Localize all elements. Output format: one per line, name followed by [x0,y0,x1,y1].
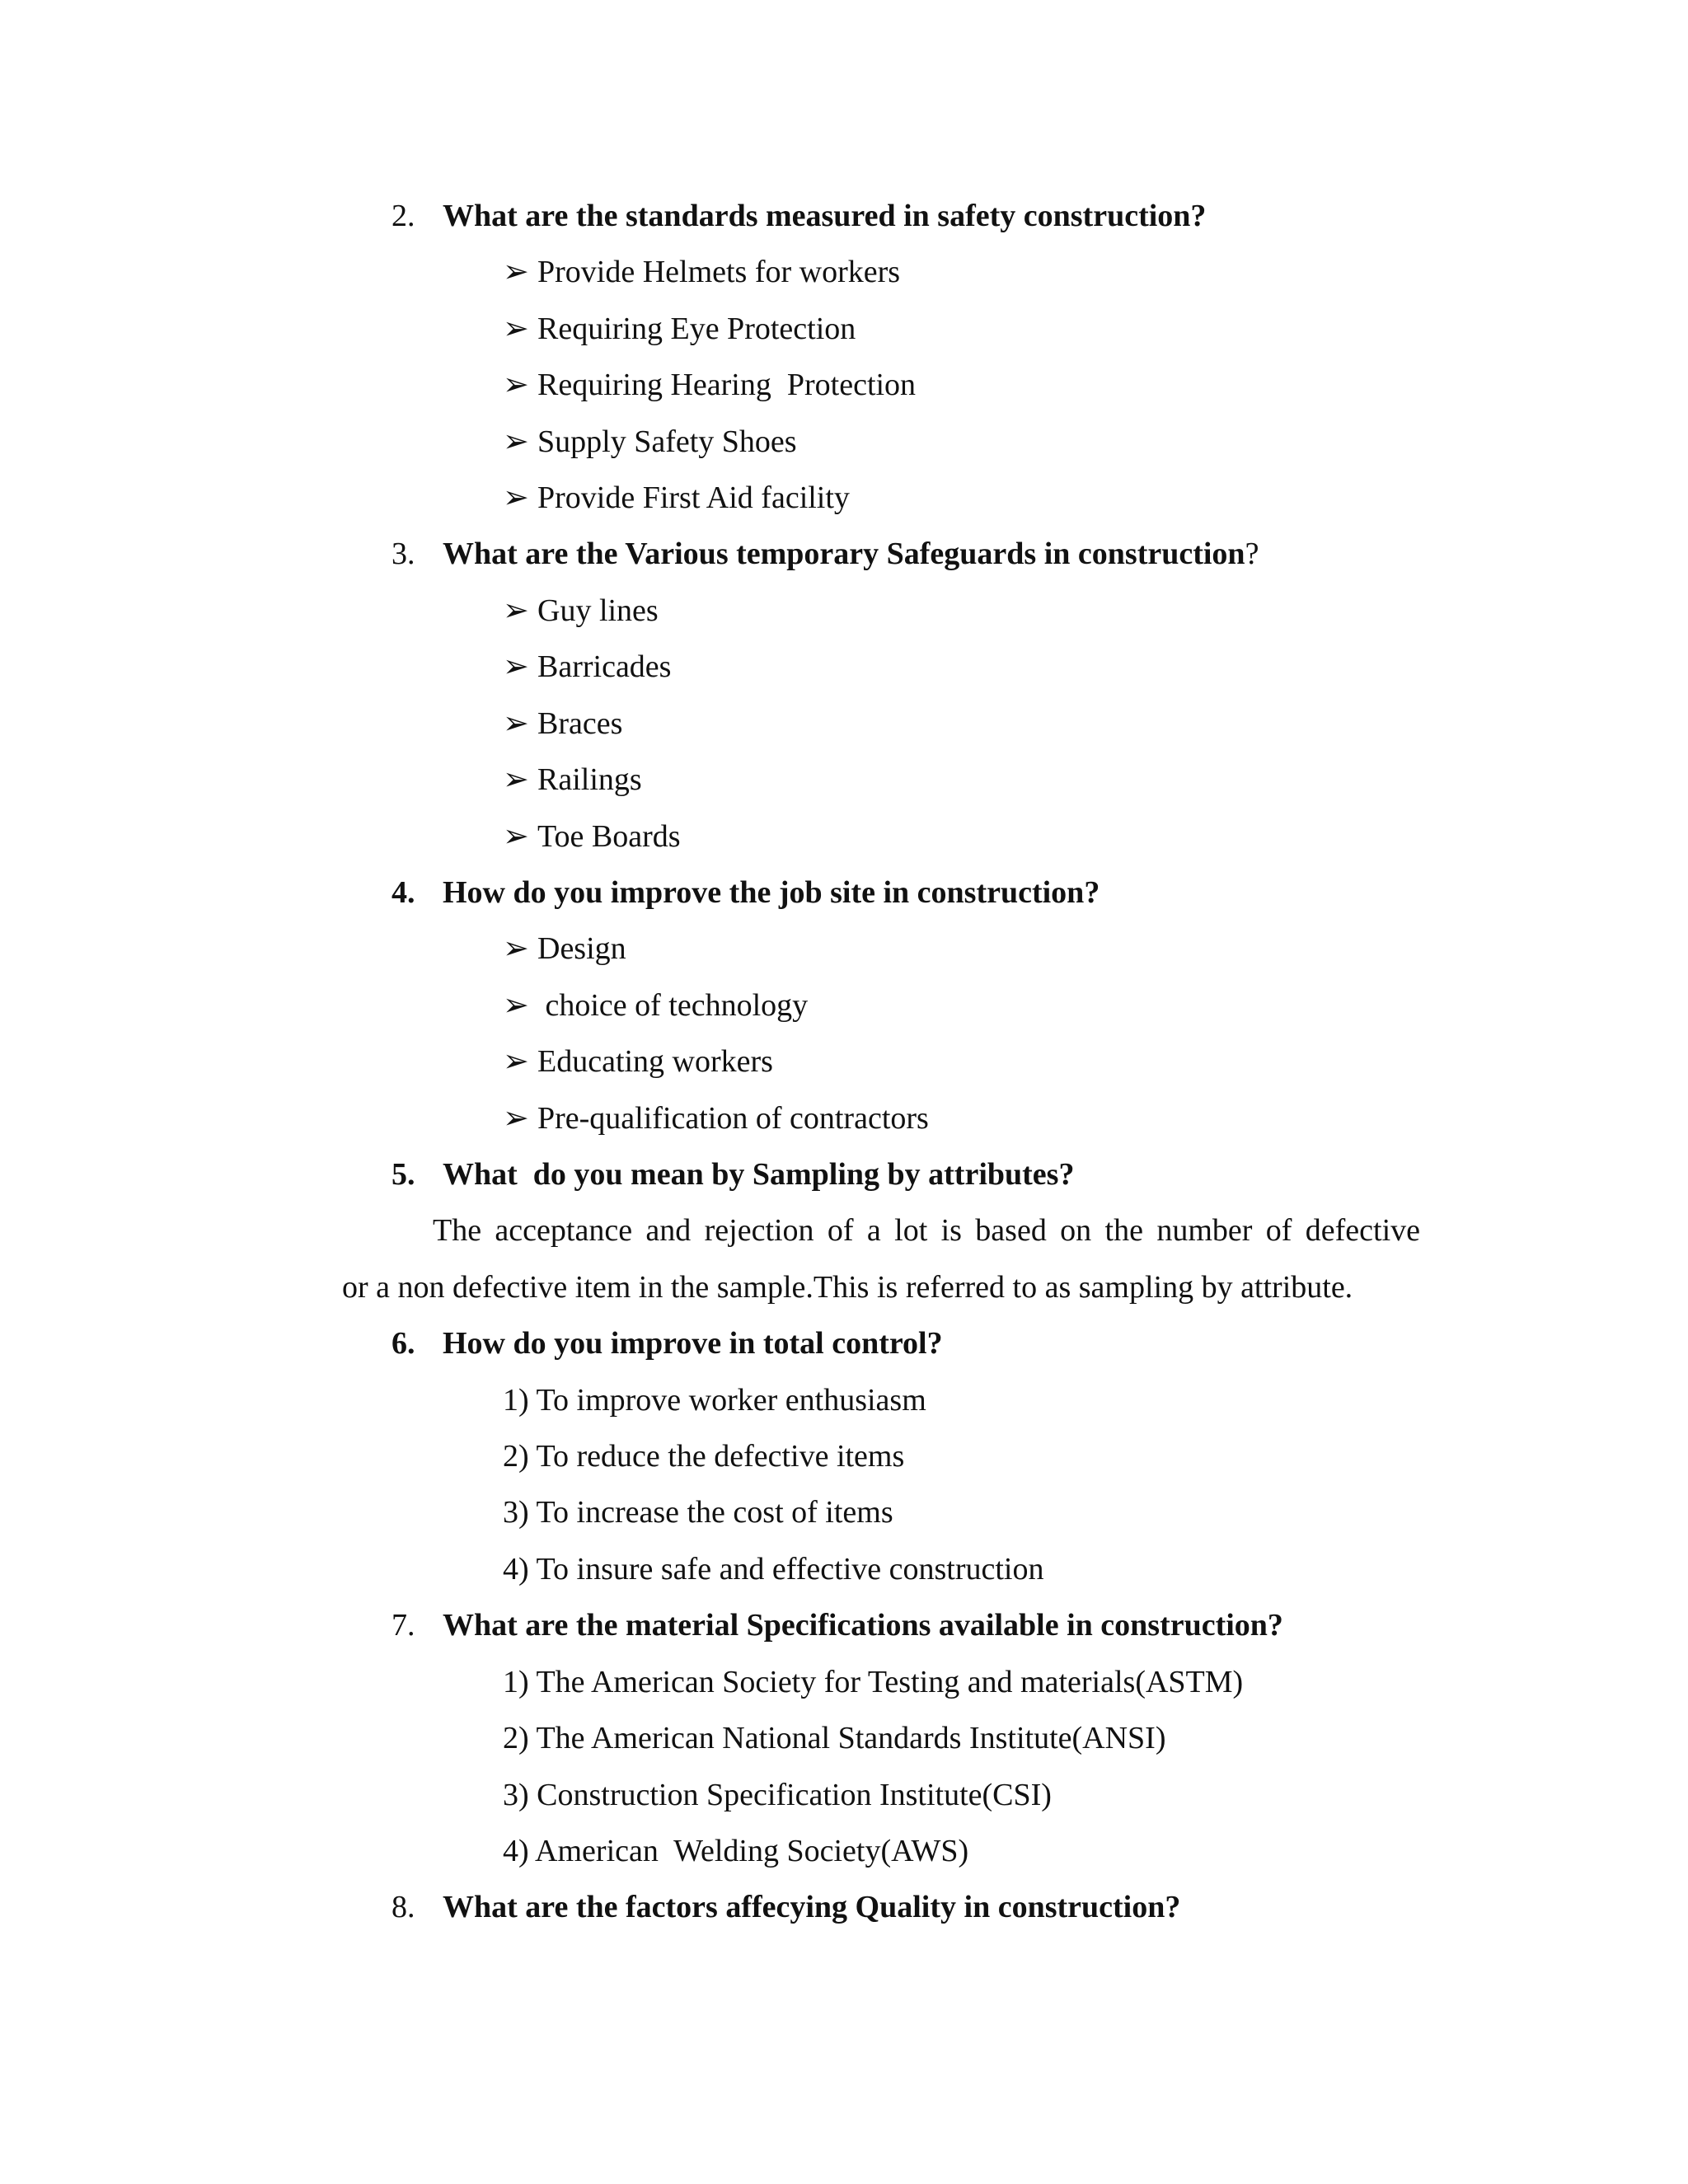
bullet-text: Requiring Hearing Protection [537,368,917,402]
numbered-item: 2) To reduce the defective items [503,1439,905,1474]
bullet-text: Guy lines [537,593,659,628]
numbered-item: 3) To increase the cost of items [503,1495,893,1530]
bullet-text: Barricades [537,649,672,684]
arrow-bullet-icon: ➢ [503,480,529,515]
question-number: 7. [392,1608,415,1643]
arrow-bullet-icon: ➢ [503,312,529,346]
arrow-bullet-icon: ➢ [503,255,529,289]
question-title: What do you mean by Sampling by attributes? [443,1157,1075,1192]
bullet-item [503,705,622,743]
bullet-text: choice of technology [537,988,809,1023]
numbered-item: 1) To improve worker enthusiasm [503,1383,926,1418]
bullet-item [503,253,900,291]
arrow-bullet-icon: ➢ [503,988,529,1023]
bullet-text: Educating workers [537,1044,773,1079]
question-number: 2. [392,199,415,233]
bullet-text: Toe Boards [537,819,681,854]
bullet-item [503,987,808,1024]
question-number: 5. [392,1157,415,1192]
numbered-item: 4) American Welding Society(AWS) [503,1834,969,1868]
bullet-item [503,930,626,968]
arrow-bullet-icon: ➢ [503,1044,529,1079]
bullet-item [503,648,671,686]
arrow-bullet-icon: ➢ [503,368,529,402]
bullet-text: Provide Helmets for workers [537,255,901,289]
question-title: What are the standards measured in safety construction? [443,199,1207,233]
arrow-bullet-icon: ➢ [503,1101,529,1136]
numbered-item: 3) Construction Specification Institute(CSI) [503,1778,1052,1812]
numbered-item: 2) The American National Standards Institute(ANSI) [503,1721,1166,1755]
bullet-text: Pre-qualification of contractors [537,1101,929,1136]
question-number: 8. [392,1890,415,1924]
arrow-bullet-icon: ➢ [503,424,529,459]
arrow-bullet-icon: ➢ [503,593,529,628]
bullet-text: Provide First Aid facility [537,480,850,515]
question-title: How do you improve the job site in construction? [443,875,1100,910]
numbered-item: 4) To insure safe and effective construction [503,1552,1044,1586]
bullet-item [503,1099,929,1137]
answer-paragraph-line: or a non defective item in the sample.This is referred to as sampling by attribute. [342,1270,1353,1305]
arrow-bullet-icon: ➢ [503,931,529,966]
bullet-item [503,479,850,517]
question-title-line [443,535,1259,573]
arrow-bullet-icon: ➢ [503,762,529,797]
question-title: What are the Various temporary Safeguards in construction [443,537,1245,571]
numbered-item: 1) The American Society for Testing and materials(ASTM) [503,1665,1244,1699]
bullet-text: Railings [537,762,642,797]
question-number: 3. [392,537,415,571]
bullet-item [503,818,681,855]
bullet-text: Braces [537,706,623,741]
bullet-item [503,310,856,348]
bullet-item [503,366,916,404]
question-title: How do you improve in total control? [443,1326,943,1361]
question-title: What are the factors affecying Quality in construction? [443,1890,1181,1924]
bullet-item [503,423,797,461]
bullet-text: Requiring Eye Protection [537,312,856,346]
answer-paragraph-line: The acceptance and rejection of a lot is based on the number of defective [433,1213,1420,1248]
bullet-text: Design [537,931,626,966]
question-number: 6. [392,1326,415,1361]
bullet-item [503,592,659,630]
bullet-text: Supply Safety Shoes [537,424,797,459]
arrow-bullet-icon: ➢ [503,819,529,854]
question-title: What are the material Specifications available in construction? [443,1608,1283,1643]
question-title-suffix: ? [1245,537,1259,571]
arrow-bullet-icon: ➢ [503,649,529,684]
bullet-item [503,761,642,799]
bullet-item [503,1043,773,1080]
question-number: 4. [392,875,415,910]
arrow-bullet-icon: ➢ [503,706,529,741]
